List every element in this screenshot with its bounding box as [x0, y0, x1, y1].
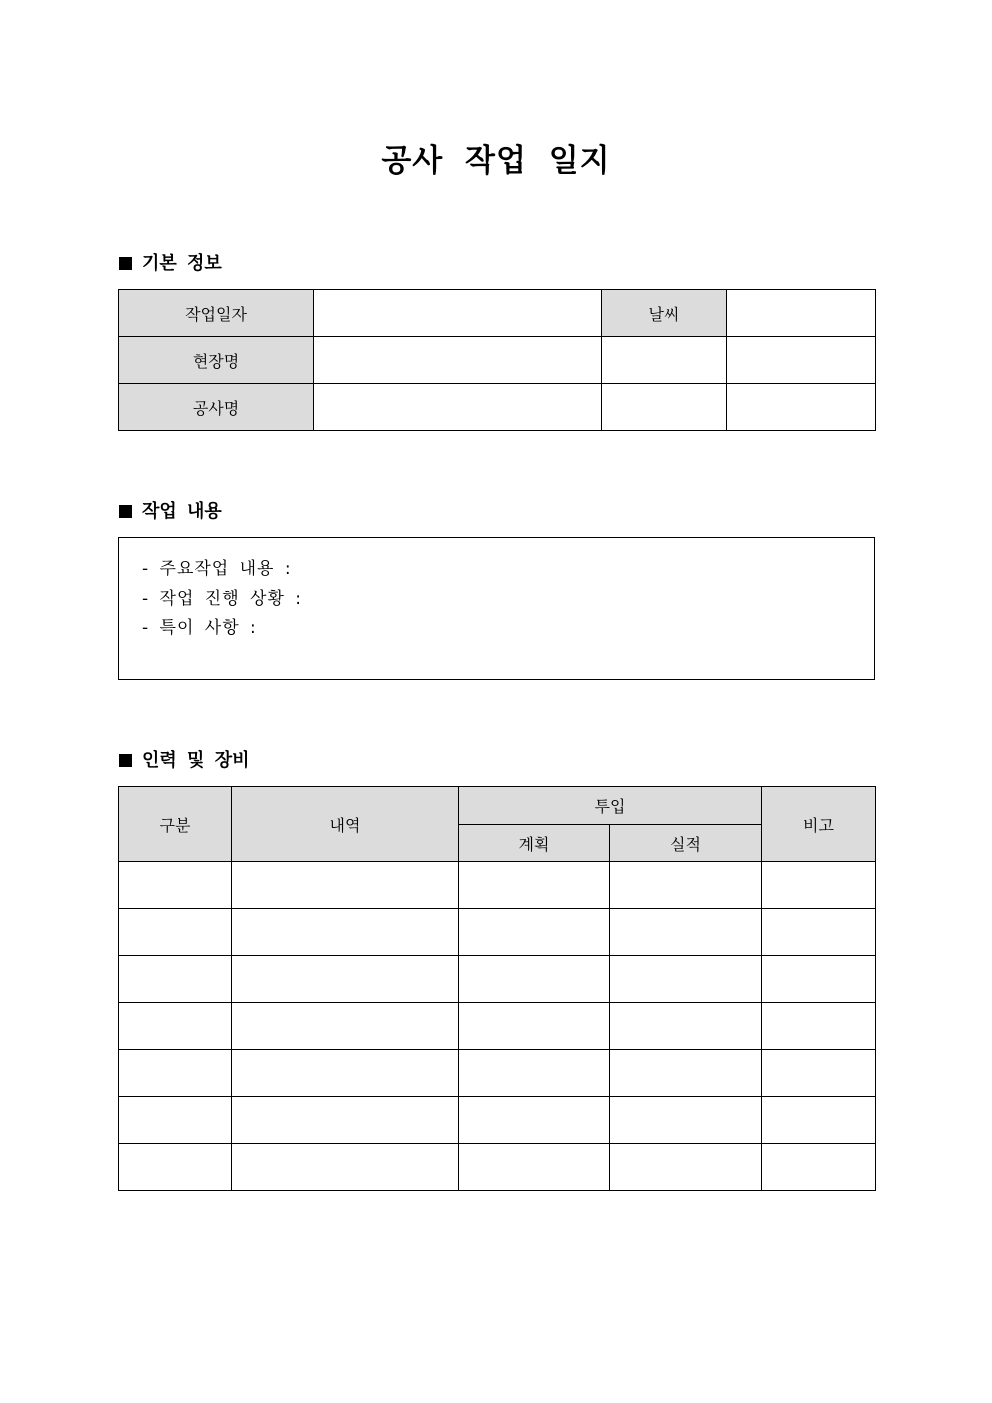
remarks-cell[interactable]	[762, 862, 876, 909]
site-name-label: 현장명	[119, 337, 314, 384]
category-cell[interactable]	[119, 1050, 232, 1097]
plan-cell[interactable]	[459, 1050, 610, 1097]
table-header-row	[119, 787, 876, 825]
extra-cell[interactable]	[727, 384, 876, 431]
work-progress-line: - 작업 진행 상황 :	[142, 589, 303, 609]
input-header: 투입	[459, 787, 762, 825]
weather-field[interactable]	[727, 290, 876, 337]
details-cell[interactable]	[232, 909, 459, 956]
category-cell[interactable]	[119, 1097, 232, 1144]
actual-cell[interactable]	[610, 862, 762, 909]
category-header: 구분	[119, 787, 232, 862]
plan-cell[interactable]	[459, 956, 610, 1003]
square-bullet-icon	[119, 257, 132, 270]
page-title: 공사 작업 일지	[381, 143, 611, 179]
details-cell[interactable]	[232, 1050, 459, 1097]
extra-cell[interactable]	[602, 337, 727, 384]
extra-cell[interactable]	[727, 337, 876, 384]
details-header: 내역	[232, 787, 459, 862]
actual-header: 실적	[610, 825, 762, 862]
remarks-cell[interactable]	[762, 1097, 876, 1144]
section-heading-basic-info	[119, 252, 222, 276]
section-heading-work-content	[119, 500, 222, 524]
table-row	[119, 1097, 876, 1144]
category-cell[interactable]	[119, 1144, 232, 1191]
actual-cell[interactable]	[610, 1050, 762, 1097]
remarks-cell[interactable]	[762, 956, 876, 1003]
section-heading-text: 작업 내용	[142, 501, 222, 522]
resources-table	[118, 786, 876, 1191]
actual-cell[interactable]	[610, 1003, 762, 1050]
remarks-cell[interactable]	[762, 1144, 876, 1191]
site-name-field[interactable]	[314, 337, 602, 384]
project-name-field[interactable]	[314, 384, 602, 431]
plan-cell[interactable]	[459, 862, 610, 909]
square-bullet-icon	[119, 505, 132, 518]
square-bullet-icon	[119, 754, 132, 767]
table-row	[119, 384, 876, 431]
project-name-label: 공사명	[119, 384, 314, 431]
details-cell[interactable]	[232, 1144, 459, 1191]
plan-header: 계획	[459, 825, 610, 862]
plan-cell[interactable]	[459, 1097, 610, 1144]
table-row	[119, 1144, 876, 1191]
table-row	[119, 1003, 876, 1050]
table-row	[119, 290, 876, 337]
extra-cell[interactable]	[602, 384, 727, 431]
details-cell[interactable]	[232, 956, 459, 1003]
table-row	[119, 1050, 876, 1097]
remarks-cell[interactable]	[762, 909, 876, 956]
table-row	[119, 956, 876, 1003]
details-cell[interactable]	[232, 1003, 459, 1050]
remarks-cell[interactable]	[762, 1003, 876, 1050]
work-date-label: 작업일자	[119, 290, 314, 337]
special-notes-line: - 특이 사항 :	[142, 618, 257, 638]
main-work-line: - 주요작업 내용 :	[142, 559, 292, 579]
details-cell[interactable]	[232, 862, 459, 909]
weather-label: 날씨	[602, 290, 727, 337]
actual-cell[interactable]	[610, 1097, 762, 1144]
category-cell[interactable]	[119, 1003, 232, 1050]
section-heading-resources	[119, 749, 249, 773]
section-heading-text: 기본 정보	[142, 253, 222, 274]
category-cell[interactable]	[119, 909, 232, 956]
actual-cell[interactable]	[610, 909, 762, 956]
table-row	[119, 862, 876, 909]
section-heading-text: 인력 및 장비	[142, 750, 250, 771]
plan-cell[interactable]	[459, 1144, 610, 1191]
remarks-header: 비고	[762, 787, 876, 862]
category-cell[interactable]	[119, 956, 232, 1003]
work-date-field[interactable]	[314, 290, 602, 337]
category-cell[interactable]	[119, 862, 232, 909]
table-row	[119, 909, 876, 956]
table-row	[119, 337, 876, 384]
basic-info-table	[118, 289, 876, 431]
actual-cell[interactable]	[610, 956, 762, 1003]
work-content-box[interactable]	[118, 537, 875, 680]
plan-cell[interactable]	[459, 909, 610, 956]
actual-cell[interactable]	[610, 1144, 762, 1191]
remarks-cell[interactable]	[762, 1050, 876, 1097]
plan-cell[interactable]	[459, 1003, 610, 1050]
details-cell[interactable]	[232, 1097, 459, 1144]
